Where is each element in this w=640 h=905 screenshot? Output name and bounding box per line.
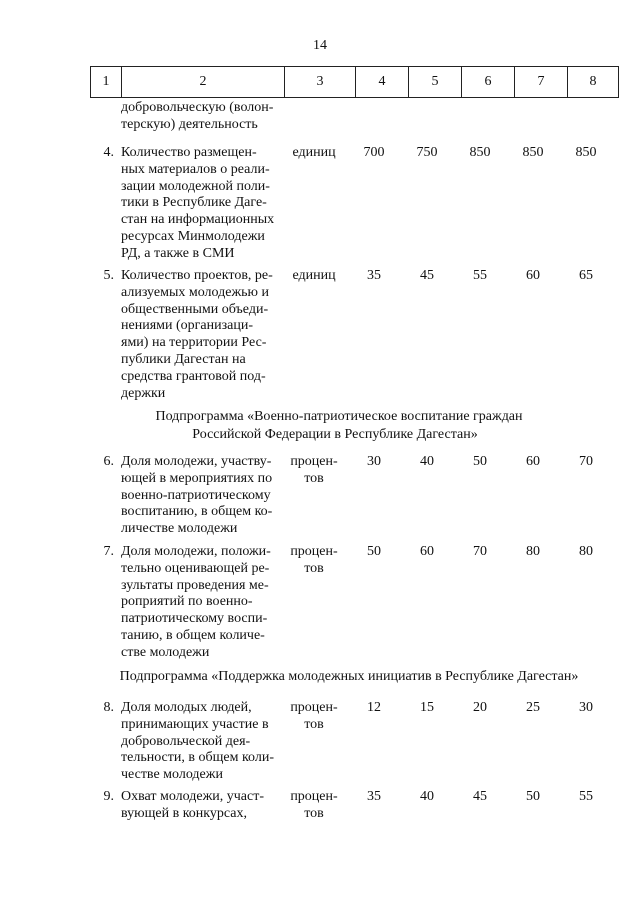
text-line: терскую) деятельность — [121, 116, 258, 132]
value-cell: 35 — [367, 789, 381, 804]
text-line: ных материалов о реали- — [121, 161, 270, 177]
unit-line: тов — [304, 560, 324, 576]
text-line: танию, в общем количе- — [121, 627, 265, 643]
value-cell: 25 — [526, 700, 540, 715]
text-line: ями) на территории Рес- — [121, 335, 267, 351]
value-cell: 40 — [420, 454, 434, 469]
row-number: 4. — [103, 145, 114, 160]
page-number: 14 — [313, 38, 327, 53]
subprogram-heading — [0, 408, 640, 444]
text-line: общественными объеди- — [121, 301, 269, 317]
value-cell: 850 — [522, 145, 544, 160]
value-cell: 70 — [579, 454, 593, 469]
value-cell: 55 — [579, 789, 593, 804]
value-cell: 30 — [367, 454, 381, 469]
unit-line: тов — [304, 716, 324, 732]
text-line: ресурсах Минмолодежи — [121, 228, 265, 244]
value-cell: 60 — [526, 454, 540, 469]
row-description — [121, 454, 279, 538]
text-line: зультаты проведения ме- — [121, 577, 269, 593]
text-line: зации молодежной поли- — [121, 178, 270, 194]
value-cell: 12 — [367, 700, 381, 715]
text-line: добровольческой дея- — [121, 733, 251, 749]
text-line: воспитанию, в общем ко- — [121, 504, 273, 520]
text-line: Доля молодежи, участву- — [121, 454, 272, 469]
value-cell: 60 — [526, 268, 540, 283]
header-cell: 7 — [515, 67, 568, 98]
text-line: тельности, в общем коли- — [121, 750, 275, 766]
subprogram-line: Российской Федерации в Республике Дагестан» — [192, 427, 478, 442]
value-cell: 15 — [420, 700, 434, 715]
text-line: ющей в мероприятиях по — [121, 470, 273, 486]
row-number: 7. — [103, 544, 114, 559]
table-header — [90, 66, 619, 98]
value-cell: 50 — [473, 454, 487, 469]
unit-line: процен- — [290, 544, 338, 559]
subprogram-line: Подпрограмма «Поддержка молодежных инициатив в Республике Дагестан» — [119, 669, 579, 684]
unit-line: единиц — [292, 268, 336, 283]
unit-line: единиц — [292, 145, 336, 160]
value-cell: 20 — [473, 700, 487, 715]
row-number: 6. — [103, 454, 114, 469]
row-unit — [283, 789, 345, 823]
header-cell: 5 — [409, 67, 462, 98]
value-cell: 40 — [420, 789, 434, 804]
unit-line: тов — [304, 470, 324, 486]
value-cell: 30 — [579, 700, 593, 715]
row-description — [121, 268, 279, 402]
value-cell: 850 — [469, 145, 491, 160]
value-cell: 80 — [526, 544, 540, 559]
header-cell: 4 — [356, 67, 409, 98]
text-line: средства грантовой под- — [121, 368, 266, 384]
row-unit — [283, 544, 345, 578]
text-line: Охват молодежи, участ- — [121, 789, 265, 804]
header-cell: 2 — [122, 67, 285, 98]
value-cell: 65 — [579, 268, 593, 283]
row-description — [121, 700, 279, 784]
subprogram-heading — [0, 668, 640, 686]
row-description — [121, 544, 279, 662]
text-line: публики Дагестан на — [121, 351, 246, 367]
text-line: держки — [121, 385, 166, 401]
unit-line: процен- — [290, 789, 338, 804]
text-line: Доля молодежи, положи- — [121, 544, 271, 559]
unit-line: тов — [304, 805, 324, 821]
row-description — [121, 145, 279, 263]
text-line: стве молодежи — [121, 644, 210, 660]
value-cell: 60 — [420, 544, 434, 559]
value-cell: 35 — [367, 268, 381, 283]
header-cell: 8 — [568, 67, 619, 98]
header-cell: 1 — [91, 67, 122, 98]
text-line: добровольческую (волон- — [121, 100, 274, 115]
value-cell: 750 — [416, 145, 438, 160]
value-cell: 50 — [526, 789, 540, 804]
text-line: тики в Республике Даге- — [121, 195, 267, 211]
text-line: нениями (организаци- — [121, 318, 253, 334]
text-line: принимающих участие в — [121, 716, 269, 732]
value-cell: 55 — [473, 268, 487, 283]
value-cell: 50 — [367, 544, 381, 559]
unit-line: процен- — [290, 700, 338, 715]
row-unit — [283, 454, 345, 488]
unit-line: процен- — [290, 454, 338, 469]
text-line: стан на информационных — [121, 212, 275, 228]
text-line: патриотическому воспи- — [121, 611, 268, 627]
value-cell: 70 — [473, 544, 487, 559]
text-line: роприятий по военно- — [121, 594, 253, 610]
continuation-text — [121, 100, 279, 134]
row-number: 8. — [103, 700, 114, 715]
row-unit — [283, 700, 345, 734]
row-number: 9. — [103, 789, 114, 804]
row-unit — [283, 145, 345, 162]
text-line: РД, а также в СМИ — [121, 245, 235, 261]
value-cell: 700 — [363, 145, 385, 160]
value-cell: 45 — [420, 268, 434, 283]
header-cell: 3 — [285, 67, 356, 98]
value-cell: 850 — [575, 145, 597, 160]
text-line: личестве молодежи — [121, 521, 238, 537]
value-cell: 45 — [473, 789, 487, 804]
row-description — [121, 789, 279, 823]
subprogram-line: Подпрограмма «Военно-патриотическое воспитание граждан — [155, 409, 523, 424]
header-cell: 6 — [462, 67, 515, 98]
text-line: Количество проектов, ре- — [121, 268, 273, 283]
text-line: тельно оценивающей ре- — [121, 560, 270, 576]
header-row — [91, 67, 619, 98]
value-cell: 80 — [579, 544, 593, 559]
row-number: 5. — [103, 268, 114, 283]
row-unit — [283, 268, 345, 285]
text-line: Доля молодых людей, — [121, 700, 252, 715]
text-line: военно-патриотическому — [121, 487, 271, 503]
text-line: честве молодежи — [121, 767, 223, 783]
text-line: вующей в конкурсах, — [121, 805, 247, 821]
text-line: Количество размещен- — [121, 145, 257, 160]
text-line: ализуемых молодежью и — [121, 284, 269, 300]
